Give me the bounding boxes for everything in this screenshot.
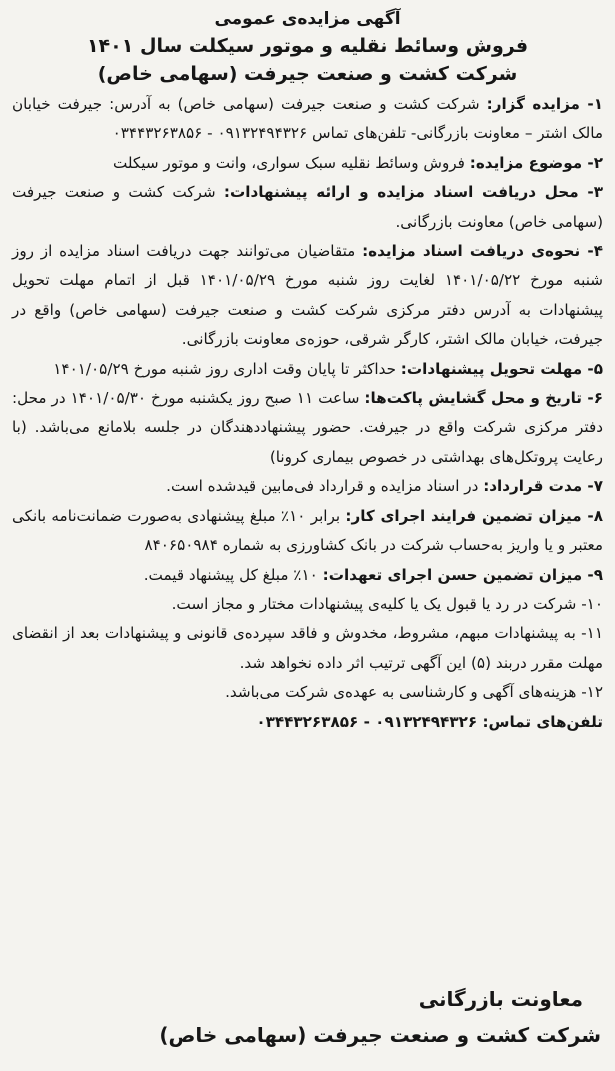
item-text: برابر ۱۰٪ مبلغ پیشنهادی به‌صورت ضمانت‌نامه بانکی معتبر و یا واریز به‌حساب شرکت در بانک کشاورزی به شماره ۸۴۰۶۵۰۹۸۴	[12, 506, 603, 555]
item-heading: ۸- میزان تضمین فرایند اجرای کار:	[345, 506, 603, 525]
department-name: معاونت بازرگانی	[418, 987, 583, 1011]
item-4	[12, 237, 603, 355]
contact-phones	[12, 708, 603, 737]
item-2	[12, 149, 603, 178]
item-heading: ۲- موضوع مزایده:	[469, 153, 603, 172]
item-12	[12, 678, 603, 707]
item-heading: ۴- نحوه‌ی دریافت اسناد مزایده:	[362, 242, 603, 261]
item-heading: ۶- تاریخ و محل گشایش پاکت‌ها:	[364, 389, 604, 408]
item-text: فروش وسائط نقلیه سبک سواری، وانت و موتور سیکلت	[112, 153, 470, 172]
contact-numbers: ۰۹۱۳۲۴۹۴۳۲۶ - ۰۳۴۴۳۲۶۳۸۵۶	[256, 712, 483, 731]
notice-header	[12, 6, 603, 88]
item-5	[12, 355, 603, 384]
contact-label: تلفن‌های تماس:	[482, 712, 603, 731]
item-9	[12, 561, 603, 590]
item-text: ۱۱- به پیشنهادات مبهم، مشروط، مخدوش و فاقد سپرده‌ی قانونی و پیشنهادات بعد از انقضای مهلت مقرر دربند (۵) این آگهی ترتیب اثر داده نخواهد شد.	[12, 624, 603, 672]
item-heading: ۷- مدت قرارداد:	[483, 477, 603, 496]
item-1	[12, 90, 603, 149]
item-heading: ۹- میزان تضمین حسن اجرای تعهدات:	[322, 565, 603, 584]
item-11	[12, 619, 603, 678]
item-10	[12, 590, 603, 619]
item-3	[12, 178, 603, 237]
item-heading: ۵- مهلت تحویل پیشنهادات:	[400, 359, 603, 378]
item-text: ۱۰٪ مبلغ کل پیشنهاد قیمت.	[143, 565, 323, 584]
item-8	[12, 502, 603, 561]
item-text: ۱۰- شرکت در رد یا قبول یک یا کلیه‌ی پیشنهادات مختار و مجاز است.	[171, 594, 603, 613]
item-text: شرکت کشت و صنعت جیرفت (سهامی خاص) به آدرس: جیرفت خیابان مالک اشتر – معاونت بازرگانی- تلفن‌های تماس ۰۹۱۳۲۴۹۴۳۲۶ - ۰۳۴۴۳۲۶۳۸۵۶	[12, 95, 603, 143]
footer-company-name: شرکت کشت و صنعت جیرفت (سهامی خاص)	[159, 1023, 601, 1047]
item-heading: ۳- محل دریافت اسناد مزایده و ارائه پیشنهادات:	[223, 183, 603, 202]
signature-block	[14, 981, 601, 1053]
item-text: متقاضیان می‌توانند جهت دریافت اسناد مزایده از روز شنبه مورخ ۱۴۰۱/۰۵/۲۲ لغایت روز شنبه مورخ ۱۴۰۱/۰۵/۲۹ قبل از اتمام مهلت تحویل پیشنهادات به آدرس دفتر مرکزی شرکت کشت و صنعت جیرفت (سهامی خاص) واقع در جیرفت، خیابان مالک اشتر، کارگر شرقی، حوزه‌ی معاونت بازرگانی.	[12, 242, 604, 349]
item-text: حداکثر تا پایان وقت اداری روز شنبه مورخ ۱۴۰۱/۰۵/۲۹	[53, 359, 401, 378]
item-text: شرکت کشت و صنعت جیرفت (سهامی خاص) معاونت بازرگانی.	[12, 183, 603, 231]
item-text: ۱۲- هزینه‌های آگهی و کارشناسی به عهده‌ی شرکت می‌باشد.	[225, 683, 603, 702]
item-6	[12, 384, 603, 472]
notice-body	[12, 90, 603, 737]
item-text: ساعت ۱۱ صبح روز یکشنبه مورخ ۱۴۰۱/۰۵/۳۰ در محل: دفتر مرکزی شرکت واقع در جیرفت. حضور پیشنهاددهندگان در جلسه بلامانع می‌باشد. (با رعایت پروتکل‌های بهداشتی در خصوص بیماری کرونا)	[12, 389, 603, 466]
item-heading: ۱- مزایده گزار:	[486, 95, 603, 113]
item-7	[12, 472, 603, 501]
notice-subject: فروش وسائط نقلیه و موتور سیکلت سال ۱۴۰۱	[86, 35, 529, 57]
notice-title: آگهی مزایده‌ی عمومی	[214, 9, 401, 29]
company-name: شرکت کشت و صنعت جیرفت (سهامی خاص)	[97, 63, 518, 85]
item-text: در اسناد مزایده و قرارداد فی‌مابین قیدشده است.	[166, 477, 484, 496]
